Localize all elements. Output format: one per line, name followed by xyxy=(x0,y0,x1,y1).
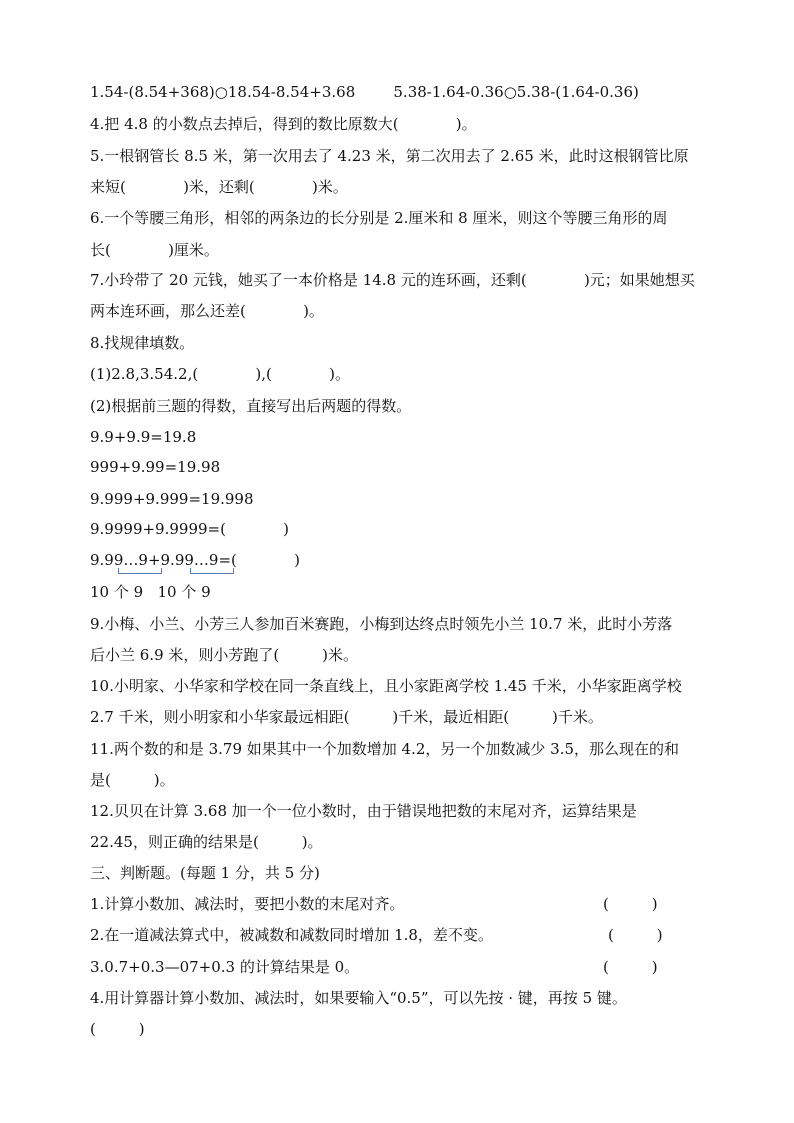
judge-4-answer-blank: ( ) xyxy=(90,1020,145,1038)
q5-line-1: 5.一根钢管长 8.5 米，第一次用去了 4.23 米，第二次用去了 2.65 米，此时这根钢管比原 xyxy=(90,147,689,165)
judge-2: 2.在一道减法算式中，被减数和减数同时增加 1.8，差不变。 xyxy=(90,926,493,944)
q8-eq-4: 9.9999+9.9999=( ) xyxy=(90,520,290,538)
q-compare-line: 1.54-(8.54+368)○18.54-8.54+3.68 5.38-1.64-0.36○5.38-(1.64-0.36) xyxy=(90,83,639,101)
q9-line-1: 9.小梅、小兰、小芳三人参加百米赛跑，小梅到达终点时领先小兰 10.7 米，此时小芳落 xyxy=(90,615,673,633)
q10-line-1: 10.小明家、小华家和学校在同一条直线上，且小家距离学校 1.45 千米，小华家距离学校 xyxy=(90,677,682,695)
q7-line-2: 两本连环画，那么还差( )。 xyxy=(90,302,324,320)
q4-line: 4.把 4.8 的小数点去掉后，得到的数比原数大( )。 xyxy=(90,115,477,133)
q6-line-2: 长( )厘米。 xyxy=(90,241,219,259)
judge-4: 4.用计算器计算小数加、减法时，如果要输入“0.5”，可以先按 · 键，再按 5 键。 xyxy=(90,989,627,1007)
q8-eq-2: 999+9.99=19.98 xyxy=(90,458,221,476)
judge-1: 1.计算小数加、减法时，要把小数的末尾对齐。 xyxy=(90,895,405,913)
q5-line-2: 来短( )米，还剩( )米。 xyxy=(90,178,348,196)
brace-mark-1 xyxy=(118,568,162,574)
q12-line-1: 12.贝贝在计算 3.68 加一个一位小数时，由于错误地把数的末尾对齐，运算结果是 xyxy=(90,802,637,820)
q6-line-1: 6.一个等腰三角形，相邻的两条边的长分别是 2.厘米和 8 厘米，则这个等腰三角形的周 xyxy=(90,209,668,227)
q11-line-2: 是( )。 xyxy=(90,771,175,789)
q9-line-2: 后小兰 6.9 米，则小芳跑了( )米。 xyxy=(90,646,359,664)
brace-mark-2 xyxy=(190,568,234,574)
q11-line-1: 11.两个数的和是 3.79 如果其中一个加数增加 4.2，另一个加数减少 3.5，那么现在的和 xyxy=(90,740,680,758)
judge-1-answer-blank: ( ) xyxy=(603,895,658,913)
q7-line-1: 7.小玲带了 20 元钱，她买了一本价格是 14.8 元的连环画，还剩( )元；如果她想买 xyxy=(90,271,695,289)
q12-line-2: 22.45，则正确的结果是( )。 xyxy=(90,833,323,851)
judge-2-answer-blank: ( ) xyxy=(608,926,663,944)
judge-3: 3.0.7+0.3—07+0.3 的计算结果是 0。 xyxy=(90,958,360,976)
q10-line-2: 2.7 千米，则小明家和小华家最远相距( )千米，最近相距( )千米。 xyxy=(90,708,603,726)
judge-3-answer-blank: ( ) xyxy=(603,958,658,976)
q8-eq-1: 9.9+9.9=19.8 xyxy=(90,428,197,446)
q8-part2: (2)根据前三题的得数，直接写出后两题的得数。 xyxy=(90,397,412,415)
q8-eq-5: 9.99…9+9.99…9=( ) xyxy=(90,551,300,569)
q8-part1: (1)2.8,3.54.2,( ),( )。 xyxy=(90,365,350,383)
section3-heading: 三、判断题。(每题 1 分，共 5 分) xyxy=(90,864,320,882)
q8-title: 8.找规律填数。 xyxy=(90,334,195,352)
q8-brace-label: 10 个 9 10 个 9 xyxy=(90,583,211,601)
q8-eq-3: 9.999+9.999=19.998 xyxy=(90,490,254,508)
